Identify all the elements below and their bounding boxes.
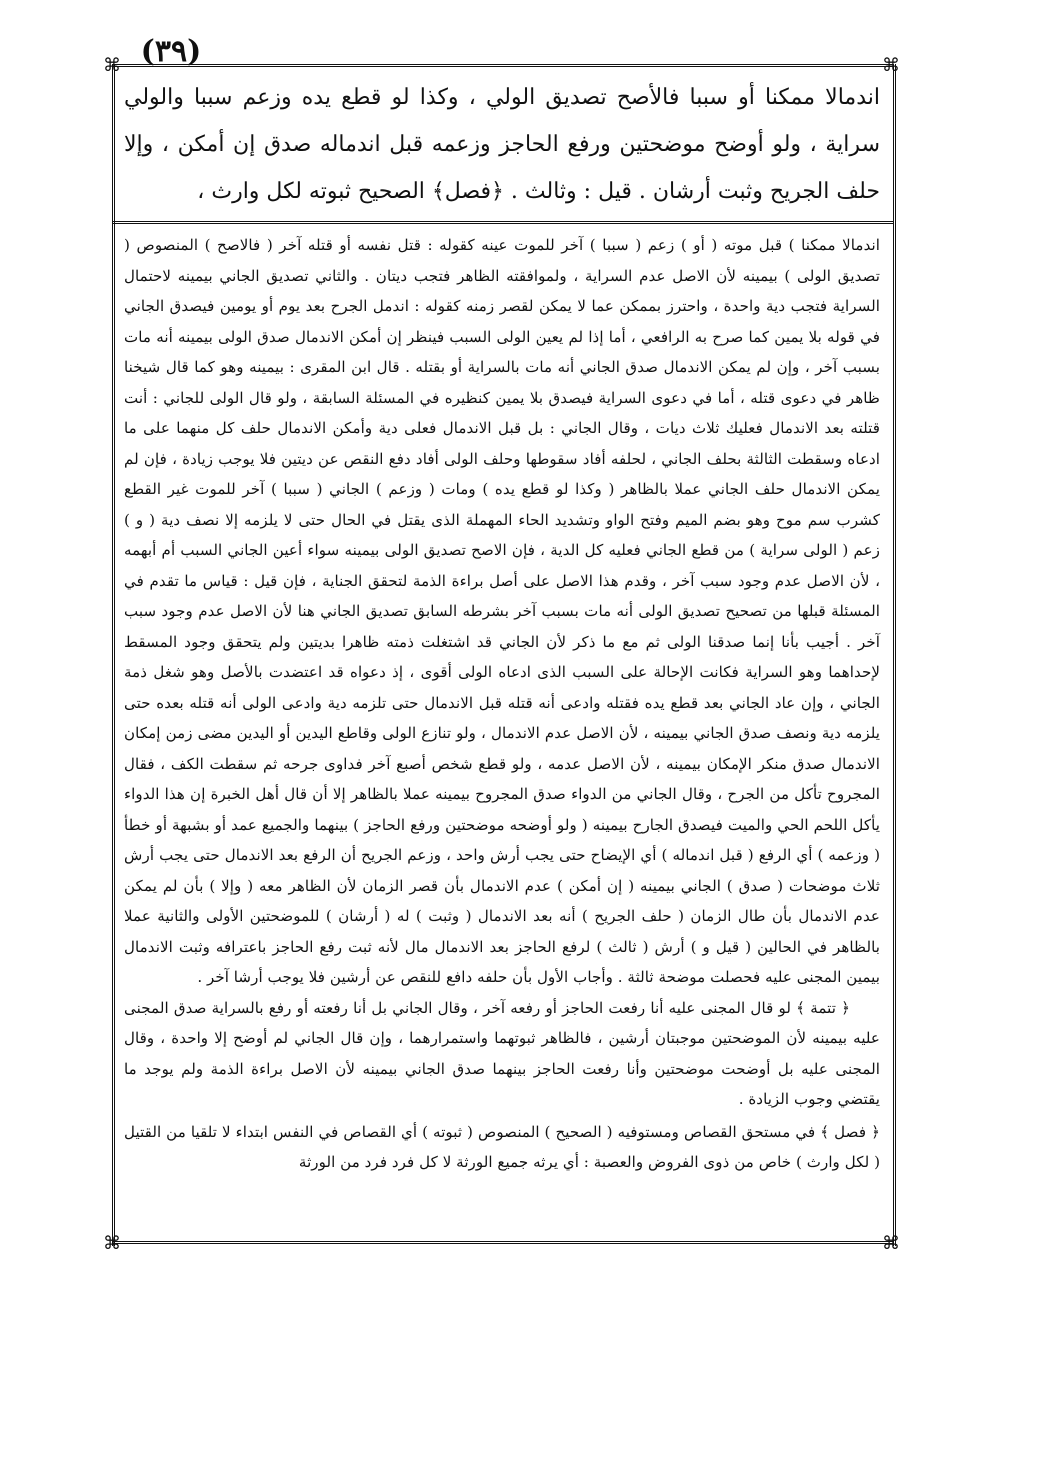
fasl-paragraph: ﴿ فصل ﴾ في مستحق القصاص ومستوفيه ( الصحيح ) المنصوص ( ثبوته ) أي القصاص في النفس ابتداء لا تلقيا من القتيل ( لكل وارث ) خاص من ذوى الفروض والعصبة : أي يرثه جميع الورثة لا كل فرد فرد من الورثة bbox=[124, 1122, 880, 1171]
sharh-text bbox=[124, 230, 880, 1240]
sharh-paragraph: اندمالا ممكنا ) قبل موته ( أو ) زعم ( سببا ) آخر للموت عينه كقوله : قتل نفسه أو قتله آخر ( فالاصح ) المنصوص ( تصديق الولى ) بيمينه لأن الاصل عدم السراية ، ولموافقته الظاهر فتجب ديتان . والثاني تصديق الجاني بيمينه لاحتمال السراية فتجب دية واحدة ، واحترز بممكن عما لا يمكن لقصر زمنه كقوله : اندمل الجرح بعد يوم أو يومين فيصدق الجاني في قوله بلا يمين كما صرح به الرافعي ، أما إذا لم يعين الولى السبب فينظر إن أمكن الاندمال صدق الولى بيمينه أنه مات بسبب آخر ، وإن لم يمكن الاندمال صدق الجاني أنه مات بالسراية أو بقتله . قال ابن المقرى : بيمينه وهو كما قال شيخنا ظاهر في دعوى قتله ، أما في دعوى السراية فيصدق بلا يمين كنظيره في المسئلة السابقة ، ولو قال الولى للجاني : أنت قتلته بعد الاندمال فعليك ثلاث ديات ، وقال الجاني : بل قبل الاندمال فعلى دية وأمكن الاندمال حلف كل منهما على ما ادعاه وسقطت الثالثة بحلف الجاني ، لحلفه أفاد سقوطها وحلف الولى أفاد دفع النقص عن ديتين فلا يوجب زيادة ، فإن لم يمكن الاندمال حلف الجاني عملا بالظاهر ( وكذا لو قطع يده ) ومات ( وزعم ) الجاني ( سببا ) آخر للموت غير القطع كشرب سم موح وهو بضم الميم وفتح الواو وتشديد الحاء المهملة الذى يقتل في الحال حتى لا يلزمه إلا نصف دية ( و ) زعم ( الولى سراية ) من قطع الجاني فعليه كل الدية ، فإن الاصح تصديق الولى بيمينه سواء أعين الجاني السبب أم أبهمه ، لأن الاصل عدم وجود سبب آخر ، وقدم هذا الاصل على أصل براءة الذمة لتحقق الجناية ، فإن قيل : قياس ما تقدم في المسئلة قبلها من تصحيح تصديق الولى أنه مات بسبب آخر بشرطه السابق تصديق الجاني هنا لأن الاصل عدم وجود سبب آخر . أجيب بأنا إنما صدقنا الولى ثم مع ما ذكر لأن الجاني قد اشتغلت ذمته ظاهرا بديتين ولم يتحقق وجود المسقط لإحداهما وهو السراية فكانت الإحالة على السبب الذى ادعاه الولى أقوى ، إذ دعواه قد اعتضدت بالأصل وهو شغل ذمة الجاني ، وإن عاد الجاني بعد قطع يده فقتله وادعى أنه قتله قبل الاندمال حتى تلزمه دية وادعى الولى أنه قتله بعده حتى يلزمه دية ونصف صدق الجاني بيمينه ، لأن الاصل عدم الاندمال ، ولو تنازع الولى وقاطع اليدين أو اليدين مضى زمن إمكان الاندمال صدق منكر الإمكان بيمينه ، لأن الاصل عدمه ، ولو قطع شخص أصبع آخر فداوى جرحه ثم سقطت الكف ، فقال المجروح تأكل من الجرح ، وقال الجاني من الدواء صدق المجروح بيمينه عملا بالظاهر إلا أن قال أهل الخبرة إن هذا الدواء يأكل اللحم الحي والميت فيصدق الجارح بيمينه ( ولو أوضحه موضحتين ورفع الحاجز ) بينهما والجميع عمد أو بشبهة أو خطأ ( وزعمه ) أي الرفع ( قبل اندماله ) أي الإيضاح حتى يجب أرش واحد ، وزعم الجريح أن الرفع بعد الاندمال حتى يجب أرش ثلاث موضحات ( صدق ) الجاني بيمينه ( إن أمكن ) عدم الاندمال بأن قصر الزمان لأن الظاهر معه ( وإلا ) بأن لم يمكن عدم الاندمال بأن طال الزمان ( حلف الجريح ) أنه بعد الاندمال ( وثبت ) له ( أرشان ) للموضحتين الأولى والثانية عملا بالظاهر في الحالين ( قيل و ) أرش ( ثالث ) لرفع الحاجز بعد الاندمال مال لأنه ثبت رفع الحاجز باعترافه وثبت الاندمال بيمين المجنى عليه فحصلت موضحة ثالثة . وأجاب الأول بأن حلفه دافع للنقص عن أرشين فلا يوجب أرشا آخر . bbox=[124, 236, 880, 986]
corner-ornament-icon: ⌘ bbox=[882, 55, 900, 76]
tatimma-paragraph: ﴿ تتمة ﴾ لو قال المجنى عليه أنا رفعت الحاجز أو رفعه آخر ، وقال الجاني بل أنا رفعته أو رفع بالسراية صدق المجنى عليه بيمينه لأن الموضحتين موجبتان أرشين ، فالظاهر ثبوتهما واستمرارهما ، وإن قال الجاني لم أوضح إلا واحدة ، وقال المجنى عليه بل أوضحت موضحتين وأنا رفعت الحاجز بينهما صدق الجاني بيمينه لأن الاصل براءة الذمة ولم يوجد ما يقتضي وجوب الزيادة . bbox=[124, 998, 880, 1108]
matn-divider bbox=[112, 221, 893, 224]
corner-ornament-icon: ⌘ bbox=[103, 55, 121, 76]
bottom-border bbox=[112, 1241, 893, 1244]
page-number: (٣٩) bbox=[140, 34, 202, 69]
matn-text: اندمالا ممكنا أو سببا فالأصح تصديق الولي ، وكذا لو قطع يده وزعم سببا والولي سراية ، ولو أوضح موضحتين ورفع الحاجز وزعمه قبل اندماله صدق إن أمكن ، وإلا حلف الجريح وثبت أرشان . قيل : وثالث . ﴿فصل﴾ الصحيح ثبوته لكل وارث ، bbox=[124, 85, 880, 204]
top-border bbox=[112, 64, 893, 67]
corner-ornament-icon: ⌘ bbox=[882, 1233, 900, 1254]
corner-ornament-icon: ⌘ bbox=[103, 1233, 121, 1254]
